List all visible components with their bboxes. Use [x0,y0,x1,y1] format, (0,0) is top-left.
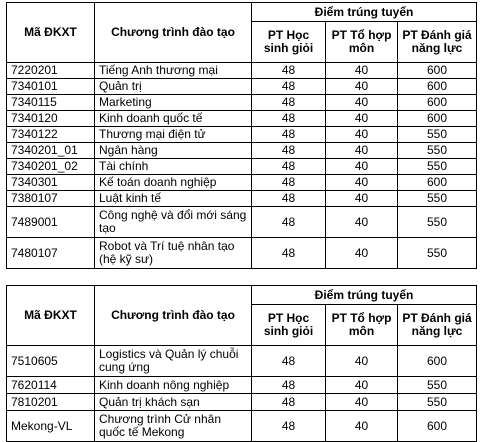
cell-program: Luật kinh tế [95,191,252,207]
cell-hsg: 48 [252,411,326,442]
table-row [7,143,477,159]
cell-hsg: 48 [252,95,326,111]
cell-dgnl: 600 [398,63,477,79]
header-program: Chương trình đào tạo [95,3,252,63]
cell-hsg: 48 [252,63,326,79]
table-row [7,346,477,377]
cell-hsg: 48 [252,238,326,269]
cell-program: Tiếng Anh thương mại [95,63,252,79]
cell-dgnl: 550 [398,238,477,269]
header-code: Mã ĐKXT [7,3,95,63]
cell-program: Kinh doanh quốc tế [95,111,252,127]
cell-code: 7810201 [7,394,95,411]
cell-code: 7489001 [7,207,95,238]
cell-thm: 40 [326,159,398,175]
cell-thm: 40 [326,238,398,269]
cell-code: 7620114 [7,377,95,394]
table-row [7,394,477,411]
cell-program: Chương trình Cử nhân quốc tế Mekong [95,411,252,442]
cell-code: 7510605 [7,346,95,377]
cell-thm: 40 [326,346,398,377]
header-dgnl: PT Đánh giá năng lực [398,22,477,63]
table-row [7,111,477,127]
table-row [7,159,477,175]
cell-program: Quản trị [95,79,252,95]
header-hsg: PT Học sinh giỏi [252,305,326,346]
cell-program: Tài chính [95,159,252,175]
cell-code: 7340115 [7,95,95,111]
table-row [7,95,477,111]
table-row [7,127,477,143]
cell-thm: 40 [326,63,398,79]
cell-code: 7340201_01 [7,143,95,159]
cell-dgnl: 550 [398,127,477,143]
cell-dgnl: 550 [398,207,477,238]
header-thm: PT Tổ hợp môn [326,22,398,63]
cell-thm: 40 [326,79,398,95]
table-row [7,191,477,207]
admission-table-1 [6,2,477,269]
cell-code: 7340122 [7,127,95,143]
cell-hsg: 48 [252,159,326,175]
header-dgnl: PT Đánh giá năng lực [398,305,477,346]
cell-code: 7340120 [7,111,95,127]
cell-hsg: 48 [252,377,326,394]
cell-thm: 40 [326,191,398,207]
header-score-group: Điểm trúng tuyển [252,3,477,22]
cell-dgnl: 600 [398,175,477,191]
cell-dgnl: 600 [398,79,477,95]
cell-hsg: 48 [252,394,326,411]
header-score-group: Điểm trúng tuyển [252,286,477,305]
cell-dgnl: 550 [398,377,477,394]
cell-thm: 40 [326,111,398,127]
cell-dgnl: 550 [398,191,477,207]
table-row [7,411,477,442]
admission-table-2 [6,285,477,442]
cell-program: Công nghệ và đổi mới sáng tạo [95,207,252,238]
cell-program: Kinh doanh nông nghiệp [95,377,252,394]
cell-hsg: 48 [252,111,326,127]
cell-thm: 40 [326,175,398,191]
cell-thm: 40 [326,95,398,111]
cell-dgnl: 600 [398,411,477,442]
cell-hsg: 48 [252,207,326,238]
cell-program: Ngân hàng [95,143,252,159]
cell-code: 7340301 [7,175,95,191]
cell-code: 7480107 [7,238,95,269]
header-code: Mã ĐKXT [7,286,95,346]
cell-program: Kế toán doanh nghiệp [95,175,252,191]
table-row [7,377,477,394]
cell-hsg: 48 [252,191,326,207]
table-row [7,79,477,95]
table-row [7,175,477,191]
header-thm: PT Tổ hợp môn [326,305,398,346]
cell-code: 7340101 [7,79,95,95]
header-program: Chương trình đào tạo [95,286,252,346]
table-row [7,238,477,269]
cell-dgnl: 600 [398,95,477,111]
cell-hsg: 48 [252,79,326,95]
cell-code: 7220201 [7,63,95,79]
cell-hsg: 48 [252,127,326,143]
cell-program: Quản trị khách sạn [95,394,252,411]
cell-dgnl: 550 [398,394,477,411]
cell-dgnl: 550 [398,159,477,175]
cell-code: Mekong-VL [7,411,95,442]
cell-thm: 40 [326,127,398,143]
cell-thm: 40 [326,377,398,394]
cell-hsg: 48 [252,143,326,159]
cell-program: Marketing [95,95,252,111]
cell-thm: 40 [326,207,398,238]
cell-code: 7340201_02 [7,159,95,175]
cell-dgnl: 600 [398,346,477,377]
header-hsg: PT Học sinh giỏi [252,22,326,63]
table-row [7,207,477,238]
cell-program: Thương mại điện tử [95,127,252,143]
cell-program: Logistics và Quản lý chuỗi cung ứng [95,346,252,377]
cell-thm: 40 [326,143,398,159]
cell-hsg: 48 [252,346,326,377]
cell-dgnl: 600 [398,111,477,127]
table-row [7,63,477,79]
cell-thm: 40 [326,394,398,411]
cell-code: 7380107 [7,191,95,207]
cell-hsg: 48 [252,175,326,191]
cell-thm: 40 [326,411,398,442]
cell-dgnl: 550 [398,143,477,159]
cell-program: Robot và Trí tuệ nhân tạo (hệ kỹ sư) [95,238,252,269]
